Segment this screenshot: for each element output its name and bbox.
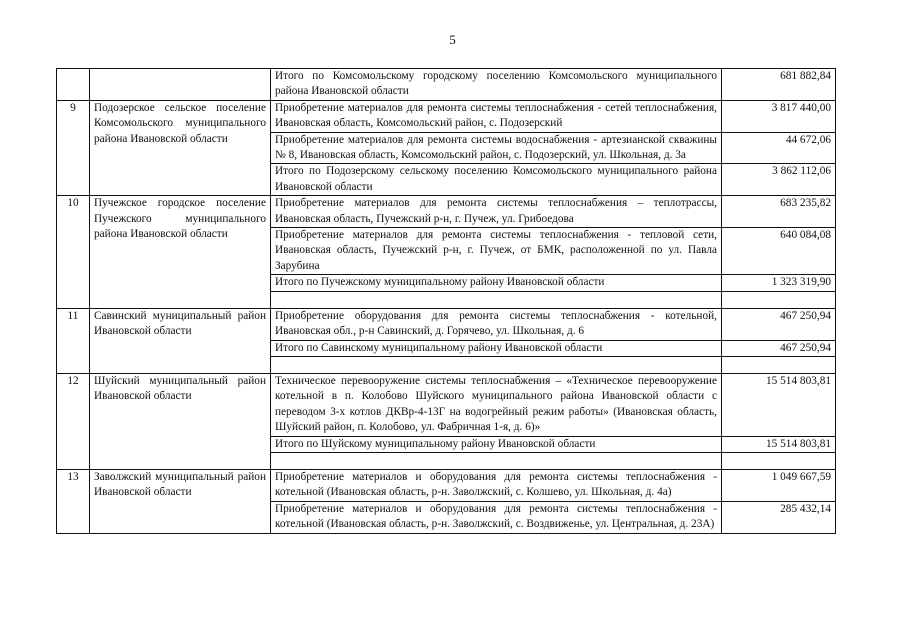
amount-cell: 683 235,82	[722, 196, 836, 228]
description-cell: Техническое перевооружение системы теплоснабжения – «Техническое перевооружение котельной в п. Колобово Шуйского муниципального района Ивановской области с переводом 3-х котлов ДКВр-4-13Г на водогрейный режим работы» (Ивановская область, Шуйский район, п. Колобово, ул. Фабричная 1-я, д. 6)»	[271, 373, 722, 436]
spacer-cell	[722, 291, 836, 308]
spacer-cell	[271, 356, 722, 373]
amount-cell: 1 323 319,90	[722, 275, 836, 291]
row-number-cell: 11	[57, 308, 90, 373]
description-cell: Приобретение материалов для ремонта системы теплоснабжения - тепловой сети, Ивановская область, Пучежский р-н, г. Пучеж, от БМК, расположенной по ул. Павла Зарубина	[271, 228, 722, 275]
table-row	[57, 373, 836, 436]
spacer-cell	[271, 291, 722, 308]
description-cell: Приобретение материалов для ремонта системы теплоснабжения - сетей теплоснабжения, Ивановская область, Комсомольский район, с. Подозерский	[271, 100, 722, 132]
row-number-cell: 9	[57, 100, 90, 195]
amount-cell: 15 514 803,81	[722, 436, 836, 452]
amount-cell: 44 672,06	[722, 132, 836, 164]
amount-cell: 640 084,08	[722, 228, 836, 275]
municipality-cell: Пучежское городское поселение Пучежского муниципального района Ивановской области	[90, 196, 271, 308]
municipality-cell: Шуйский муниципальный район Ивановской области	[90, 373, 271, 469]
municipality-cell: Заволжский муниципальный район Ивановской области	[90, 469, 271, 533]
table-row	[57, 308, 836, 340]
description-cell: Итого по Пучежскому муниципальному району Ивановской области	[271, 275, 722, 291]
table-row	[57, 196, 836, 228]
row-number-cell: 12	[57, 373, 90, 469]
row-number-cell: 13	[57, 469, 90, 533]
amount-cell: 681 882,84	[722, 69, 836, 101]
description-cell: Итого по Шуйскому муниципальному району Ивановской области	[271, 436, 722, 452]
row-number-cell	[57, 69, 90, 101]
description-cell: Итого по Комсомольскому городскому поселению Комсомольского муниципального района Ивановской области	[271, 69, 722, 101]
amount-cell: 467 250,94	[722, 308, 836, 340]
page-number: 5	[449, 32, 456, 47]
table-row	[57, 469, 836, 501]
description-cell: Итого по Подозерскому сельскому поселению Комсомольского муниципального района Ивановской области	[271, 164, 722, 196]
description-cell: Приобретение оборудования для ремонта системы теплоснабжения - котельной, Ивановская обл., р-н Савинский, д. Горячево, ул. Школьная, д. 6	[271, 308, 722, 340]
description-cell: Приобретение материалов для ремонта системы водоснабжения - артезианской скважины № 8, Ивановская область, Комсомольский район, с. Подозерский, ул. Школьная, д. 3а	[271, 132, 722, 164]
amount-cell: 15 514 803,81	[722, 373, 836, 436]
amount-cell: 3 817 440,00	[722, 100, 836, 132]
description-cell: Приобретение материалов и оборудования для ремонта системы теплоснабжения - котельной (Ивановская область, р-н. Заволжский, с. Колшево, ул. Школьная, д. 4а)	[271, 469, 722, 501]
spacer-cell	[271, 452, 722, 469]
municipality-cell: Савинский муниципальный район Ивановской области	[90, 308, 271, 373]
description-cell: Итого по Савинскому муниципальному району Ивановской области	[271, 340, 722, 356]
spacer-cell	[722, 452, 836, 469]
municipality-cell	[90, 69, 271, 101]
amount-cell: 285 432,14	[722, 501, 836, 533]
amount-cell: 467 250,94	[722, 340, 836, 356]
amount-cell: 3 862 112,06	[722, 164, 836, 196]
description-cell: Приобретение материалов для ремонта системы теплоснабжения – теплотрассы, Ивановская область, Пучежский р-н, г. Пучеж, ул. Грибоедова	[271, 196, 722, 228]
amount-cell: 1 049 667,59	[722, 469, 836, 501]
description-cell: Приобретение материалов и оборудования для ремонта системы теплоснабжения - котельной (Ивановская область, р-н. Заволжский, с. Воздвиженье, ул. Центральная, д. 23А)	[271, 501, 722, 533]
municipality-cell: Подозерское сельское поселение Комсомольского муниципального района Ивановской области	[90, 100, 271, 195]
table-row	[57, 69, 836, 101]
row-number-cell: 10	[57, 196, 90, 308]
table-row	[57, 100, 836, 132]
spacer-cell	[722, 356, 836, 373]
funding-table	[56, 68, 836, 534]
